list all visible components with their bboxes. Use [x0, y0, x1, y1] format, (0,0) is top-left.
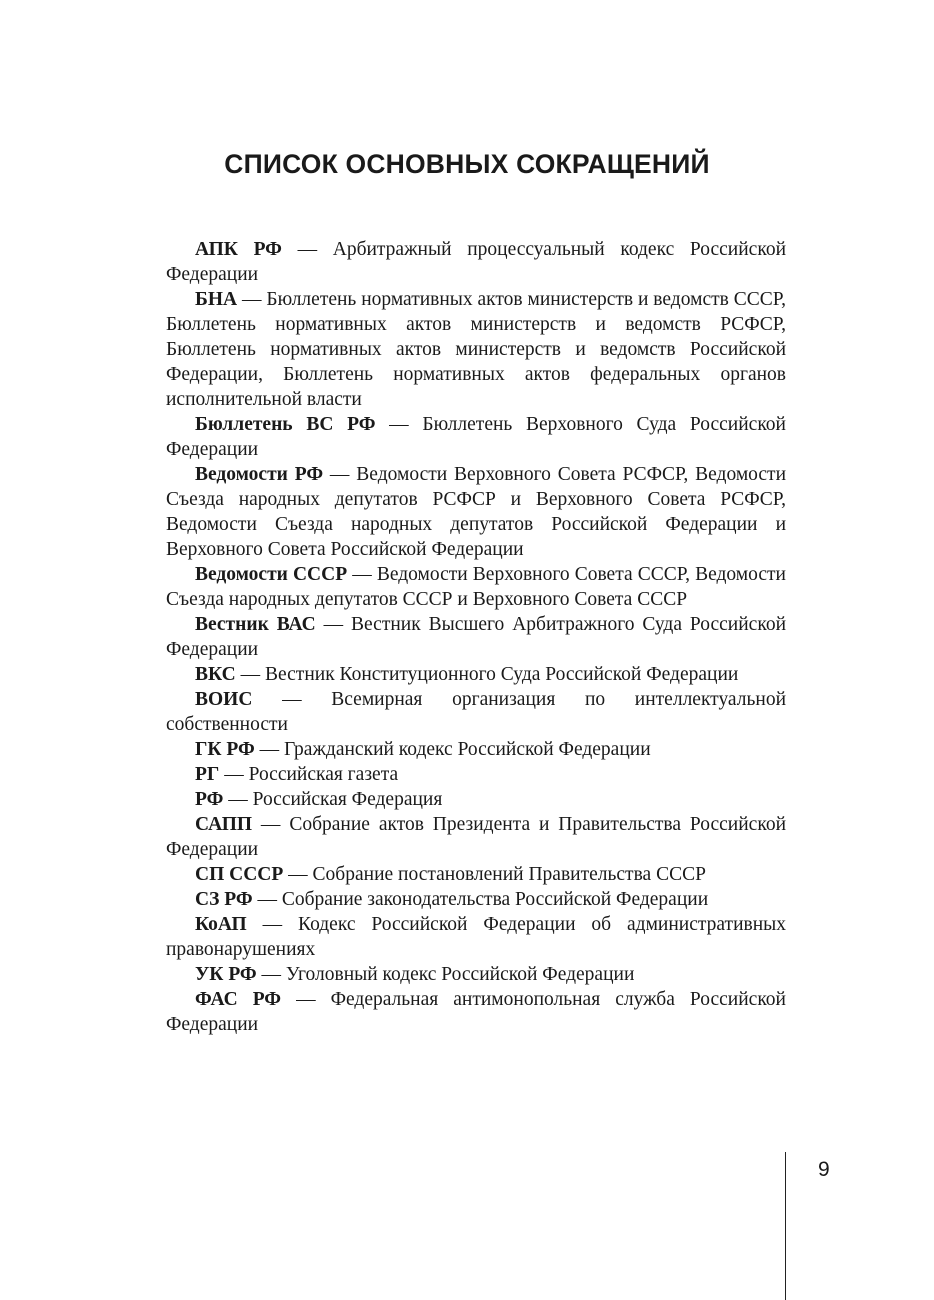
abbreviation-term: РФ [195, 789, 224, 810]
separator: — [315, 614, 352, 635]
separator: — [219, 764, 249, 785]
list-item [166, 762, 786, 787]
separator: — [323, 464, 357, 485]
abbreviation-term: ВОИС [195, 689, 253, 710]
separator: — [252, 814, 290, 835]
list-item [166, 287, 786, 412]
list-item [166, 912, 786, 962]
list-item [166, 687, 786, 737]
separator: — [254, 739, 284, 760]
abbreviation-term: АПК РФ [195, 239, 282, 260]
list-item [166, 562, 786, 612]
abbreviation-term: ГК РФ [195, 739, 255, 760]
separator: — [281, 989, 331, 1010]
abbreviation-definition: Арбитражный процессуальный кодекс Российской Федерации [166, 239, 786, 285]
abbreviation-definition: Федеральная антимонопольная служба Российской Федерации [166, 989, 786, 1035]
abbreviation-definition: Ведомости Верховного Совета СССР, Ведомости Съезда народных депутатов СССР и Верховного Совета СССР [166, 564, 786, 610]
separator: — [281, 239, 333, 260]
abbreviation-definition: Кодекс Российской Федерации об административных правонарушениях [166, 914, 787, 960]
abbreviation-term: РГ [195, 764, 220, 785]
page-title: СПИСОК ОСНОВНЫХ СОКРАЩЕНИЙ [224, 149, 710, 179]
abbreviation-definition: Российская Федерация [252, 789, 443, 810]
list-item [166, 787, 786, 812]
abbreviation-term: ВКС [195, 664, 236, 685]
list-item [166, 987, 786, 1037]
list-item [166, 812, 786, 862]
abbreviation-definition: Вестник Конституционного Суда Российской Федерации [265, 664, 739, 685]
list-item [166, 662, 786, 687]
abbreviation-term: СЗ РФ [195, 889, 253, 910]
list-item [166, 612, 786, 662]
abbreviation-term: ФАС РФ [195, 989, 282, 1010]
abbreviation-definition: Собрание постановлений Правительства СССР [312, 864, 706, 885]
separator: — [375, 414, 423, 435]
separator: — [246, 914, 299, 935]
abbreviation-list [166, 237, 786, 1037]
separator: — [237, 289, 267, 310]
list-item [166, 237, 786, 287]
separator: — [252, 689, 332, 710]
abbreviation-definition: Российская газета [248, 764, 399, 785]
list-item [166, 862, 786, 887]
separator: — [223, 789, 253, 810]
separator: — [283, 864, 313, 885]
list-item [166, 462, 786, 562]
abbreviation-definition: Бюллетень нормативных актов министерств и ведомств СССР, Бюллетень нормативных актов министерств и ведомств РСФСР, Бюллетень нормативных актов министерств и ведомств Российской Федерации, Бюллетень нормативных актов федеральных органов исполнительной власти [166, 289, 787, 410]
list-item [166, 412, 786, 462]
abbreviation-term: Ведомости СССР [195, 564, 348, 585]
abbreviation-term: СП СССР [195, 864, 284, 885]
list-item [166, 737, 786, 762]
abbreviation-definition: Гражданский кодекс Российской Федерации [284, 739, 651, 760]
abbreviation-definition: Уголовный кодекс Российской Федерации [285, 964, 635, 985]
separator: — [252, 889, 282, 910]
abbreviation-definition: Всемирная организация по интеллектуальной собственности [166, 689, 787, 735]
abbreviation-definition: Вестник Высшего Арбитражного Суда Российской Федерации [166, 614, 787, 660]
abbreviation-definition: Ведомости Верховного Совета РСФСР, Ведомости Съезда народных депутатов РСФСР и Верховного Совета РСФСР, Ведомости Съезда народных депутатов Российской Федерации и Верховного Совета Российской Федерации [166, 464, 787, 560]
abbreviation-term: САПП [195, 814, 253, 835]
abbreviation-term: Бюллетень ВС РФ [195, 414, 376, 435]
abbreviation-term: БНА [195, 289, 238, 310]
separator: — [235, 664, 265, 685]
list-item [166, 887, 786, 912]
separator: — [256, 964, 286, 985]
page-number: 9 [818, 1158, 830, 1181]
abbreviation-definition: Собрание законодательства Российской Федерации [281, 889, 709, 910]
abbreviation-term: Вестник ВАС [195, 614, 316, 635]
abbreviation-term: КоАП [195, 914, 247, 935]
page-number-divider [785, 1152, 786, 1300]
abbreviation-definition: Бюллетень Верховного Суда Российской Федерации [166, 414, 786, 460]
abbreviation-definition: Собрание актов Президента и Правительства Российской Федерации [166, 814, 787, 860]
list-item [166, 962, 786, 987]
abbreviation-term: Ведомости РФ [195, 464, 324, 485]
separator: — [347, 564, 377, 585]
abbreviation-term: УК РФ [195, 964, 257, 985]
